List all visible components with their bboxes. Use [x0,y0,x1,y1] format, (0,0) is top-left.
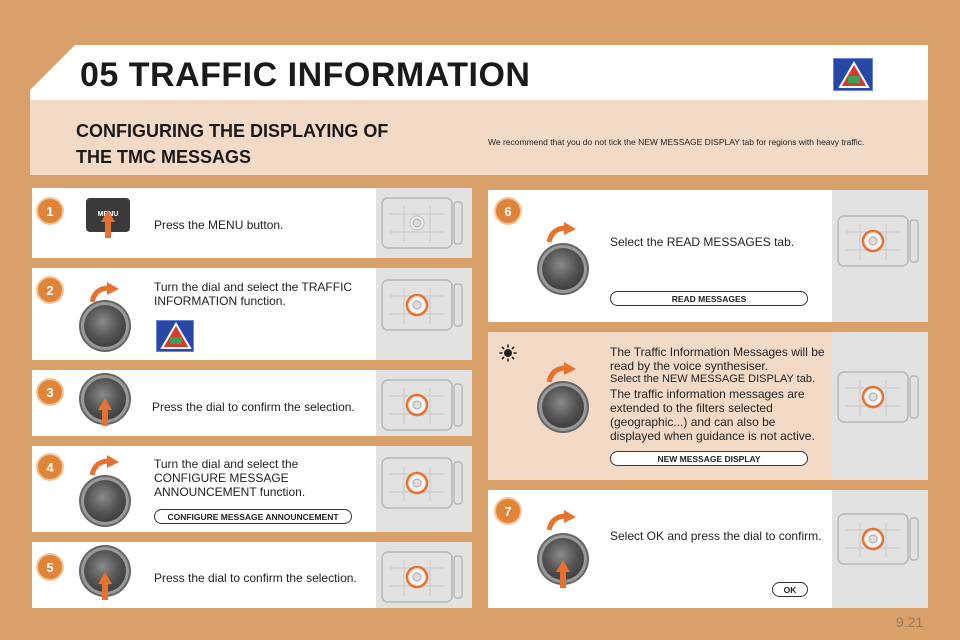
page-number: 9.21 [896,614,924,630]
menu-button-illustration: MENU [86,198,130,232]
step-7-instruction: Select OK and press the dial to confirm. [610,529,822,543]
step-5-instruction: Press the dial to confirm the selection. [154,571,357,585]
step-number-badge: 4 [38,455,62,479]
press-arrow-icon [101,210,115,238]
radio-control-panel-illustration [380,548,466,606]
traffic-info-icon [156,320,194,352]
radio-control-panel-illustration [380,194,466,252]
page-title: 05 TRAFFIC INFORMATION [80,56,531,94]
step-2-instruction: Turn the dial and select the TRAFFIC INFORMATION function. [154,280,353,308]
tip-text-1: The Traffic Information Messages will be read by the voice synthesiser. [610,345,825,373]
ok-button[interactable]: OK [772,582,808,597]
step-number-badge: 2 [38,278,62,302]
rotary-dial [84,305,126,347]
configure-message-announcement-tab[interactable]: CONFIGURE MESSAGE ANNOUNCEMENT [154,509,352,524]
radio-control-panel-illustration [380,376,466,434]
turn-arrow-icon [546,222,576,244]
step-number-badge: 1 [38,199,62,223]
lightbulb-tip-icon [499,344,517,362]
press-arrow-icon [98,572,112,600]
step-1-instruction: Press the MENU button. [154,218,284,232]
rotary-dial [542,248,584,290]
press-arrow-icon [556,560,570,588]
step-number-badge: 6 [496,199,520,223]
tip-text-2: Select the NEW MESSAGE DISPLAY tab. [610,373,816,385]
recommendation-note: We recommend that you do not tick the NEW MESSAGE DISPLAY tab for regions with heavy traffic. [488,137,865,147]
step-3-instruction: Press the dial to confirm the selection. [152,400,355,414]
turn-arrow-icon [89,282,119,304]
step-6-instruction: Select the READ MESSAGES tab. [610,235,795,249]
traffic-warning-icon [833,58,873,91]
rotary-dial [84,480,126,522]
new-message-display-tab[interactable]: NEW MESSAGE DISPLAY [610,451,808,466]
read-messages-tab[interactable]: READ MESSAGES [610,291,808,306]
radio-control-panel-illustration [836,510,922,568]
rotary-dial [542,386,584,428]
press-arrow-icon [98,398,112,426]
tip-text-3: The traffic information messages are extended to the filters selected (geographic...) and can also be displayed when guidance is not active. [610,387,815,443]
step-number-badge: 7 [496,499,520,523]
turn-arrow-icon [546,362,576,384]
step-4-instruction: Turn the dial and select the CONFIGURE MESSAGE ANNOUNCEMENT function. [154,457,306,499]
step-number-badge: 3 [38,380,62,404]
step-number-badge: 5 [38,555,62,579]
radio-control-panel-illustration [836,212,922,270]
radio-control-panel-illustration [380,454,466,512]
turn-arrow-icon [546,510,576,532]
turn-arrow-icon [89,455,119,477]
radio-control-panel-illustration [836,368,922,426]
section-title: CONFIGURING THE DISPLAYING OF THE TMC MESSAGS [76,121,389,167]
radio-control-panel-illustration [380,276,466,334]
